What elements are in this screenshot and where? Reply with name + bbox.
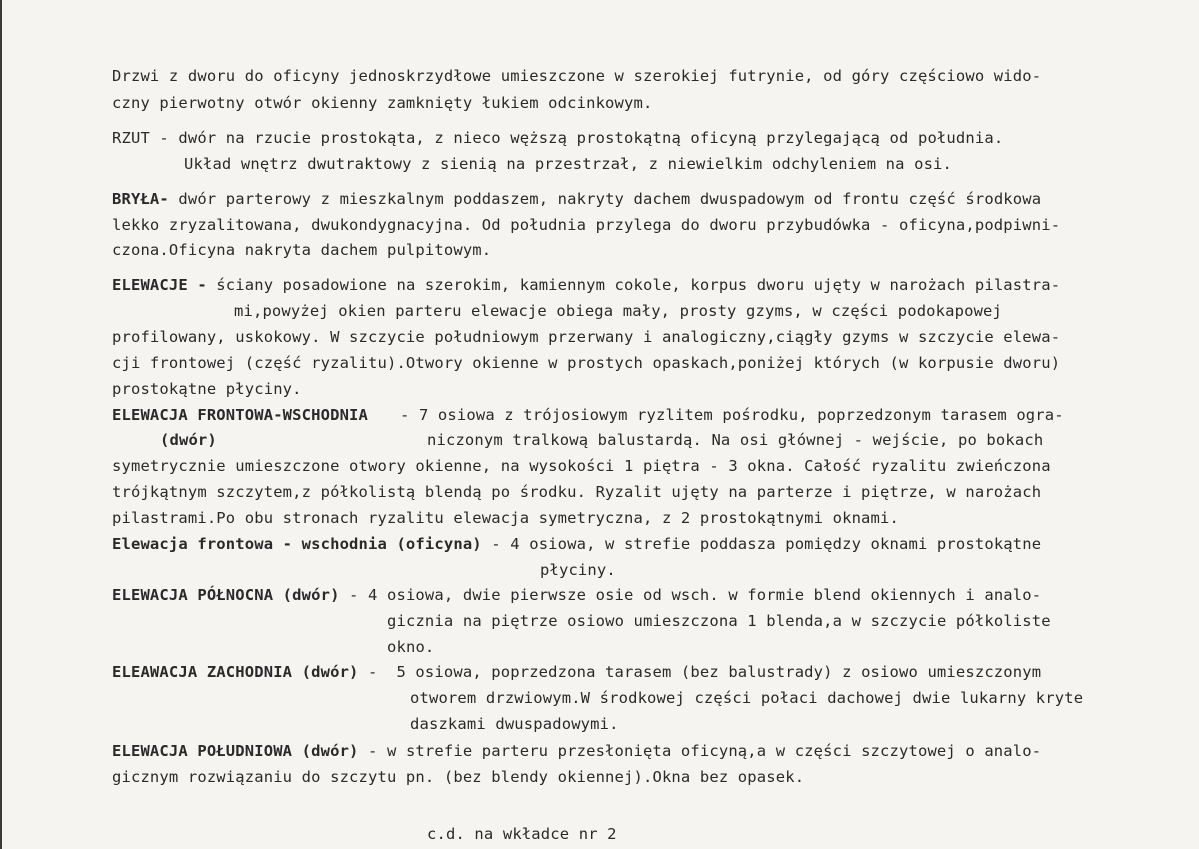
elewacje-line-1 [112,275,1060,295]
zachodnia-line-1 [112,662,1041,682]
frontowa-dwor-sublabel: (dwór) [160,431,217,449]
bryla-label: BRYŁA- [112,190,169,208]
rzut-line-1 [112,128,1003,148]
frontowa-dwor-line-4: trójkątnym szczytem,z półkolistą blendą po środku. Ryzalit ujęty na parterze i piętrze, w narożach [112,483,1042,501]
elewacje-label: ELEWACJE - [112,276,207,294]
zachodnia-label: ELEAWACJA ZACHODNIA (dwór) [112,663,359,681]
bryla-line-2: lekko zryzalitowana, dwukondygnacyjna. Od południa przylega do dworu przybudówka - oficyna,podpiwni- [112,216,1061,234]
rzut-label: RZUT - [112,129,169,147]
elewacje-line-2: mi,powyżej okien parteru elewacje obiega mały, prosty gzyms, w części podokapowej [234,302,1003,320]
rzut-line-2: Układ wnętrz dwutraktowy z sienią na przestrzał, z niewielkim odchyleniem na osi. [184,155,953,173]
poludniowa-label: ELEWACJA POŁUDNIOWA (dwór) [112,742,359,760]
zachodnia-line-3: daszkami dwuspadowymi. [410,715,619,733]
elewacje-line-4: cji frontowej (część ryzalitu).Otwory okienne w prostych opaskach,poniżej których (w korpusie dworu) [112,354,1061,372]
polnocna-label: ELEWACJA PÓŁNOCNA (dwór) [112,586,340,604]
polnocna-text-1: - 4 osiowa, dwie pierwsze osie od wsch. w formie blend okiennych i analo- [339,586,1042,604]
frontowa-oficyna-line-2: płyciny. [540,561,616,579]
polnocna-line-1 [112,585,1041,605]
drzwi-line-1: Drzwi z dworu do oficyny jednoskrzydłowe umieszczone w szerokiej futrynie, od góry częściowo wido- [112,67,1042,85]
drzwi-line-2: czny pierwotny otwór okienny zamknięty łukiem odcinkowym. [112,94,653,112]
frontowa-oficyna-line-1 [112,534,1041,554]
polnocna-line-3: okno. [387,638,435,656]
frontowa-dwor-line-1: - 7 osiowa z trójosiowym ryzlitem pośrodku, poprzedzonym tarasem ogra- [400,406,1064,424]
bryla-text-1: dwór parterowy z mieszkalnym poddaszem, nakryty dachem dwuspadowym od frontu część środkowa [168,190,1042,208]
zachodnia-text-1: - 5 osiowa, poprzedzona tarasem (bez balustrady) z osiowo umieszczonym [358,663,1042,681]
poludniowa-line-1 [112,741,1041,761]
poludniowa-text-1: - w strefie parteru przesłonięta oficyną,a w części szczytowej o analo- [358,742,1042,760]
bryla-line-3: czona.Oficyna nakryta dachem pulpitowym. [112,241,492,259]
rzut-text-1: dwór na rzucie prostokąta, z nieco węższą prostokątną oficyną przylegającą od południa. [168,129,1004,147]
poludniowa-line-2: gicznym rozwiązaniu do szczytu pn. (bez blendy okiennej).Okna bez opasek. [112,768,805,786]
elewacje-line-3: profilowany, uskokowy. W szczycie południowym przerwany i analogiczny,ciągły gzyms w szczycie elewa- [112,328,1061,346]
frontowa-dwor-line-3: symetrycznie umieszczone otwory okienne, na wysokości 1 piętra - 3 okna. Całość ryzalitu zwieńczona [112,457,1051,475]
elewacje-text-1: ściany posadowione na szerokim, kamiennym cokole, korpus dworu ujęty w narożach pilastra- [206,276,1061,294]
bryla-line-1 [112,189,1041,209]
frontowa-dwor-line-2: niczonym tralkową balustardą. Na osi głównej - wejście, po bokach [427,431,1044,449]
frontowa-dwor-line-5: pilastrami.Po obu stronach ryzalitu elewacja symetryczna, z 2 prostokątnymi oknami. [112,509,899,527]
zachodnia-line-2: otworem drzwiowym.W środkowej części połaci dachowej dwie lukarny kryte [410,689,1084,707]
frontowa-oficyna-label: Elewacja frontowa - wschodnia (oficyna) [112,535,482,553]
continuation-note: c.d. na wkładce nr 2 [427,825,617,843]
elewacje-line-5: prostokątne płyciny. [112,380,302,398]
frontowa-dwor-label: ELEWACJA FRONTOWA-WSCHODNIA [112,406,369,424]
polnocna-line-2: gicznia na piętrze osiowo umieszczona 1 blenda,a w szczycie półkoliste [387,612,1051,630]
frontowa-oficyna-text-1: - 4 osiowa, w strefie poddasza pomiędzy oknami prostokątne [481,535,1042,553]
